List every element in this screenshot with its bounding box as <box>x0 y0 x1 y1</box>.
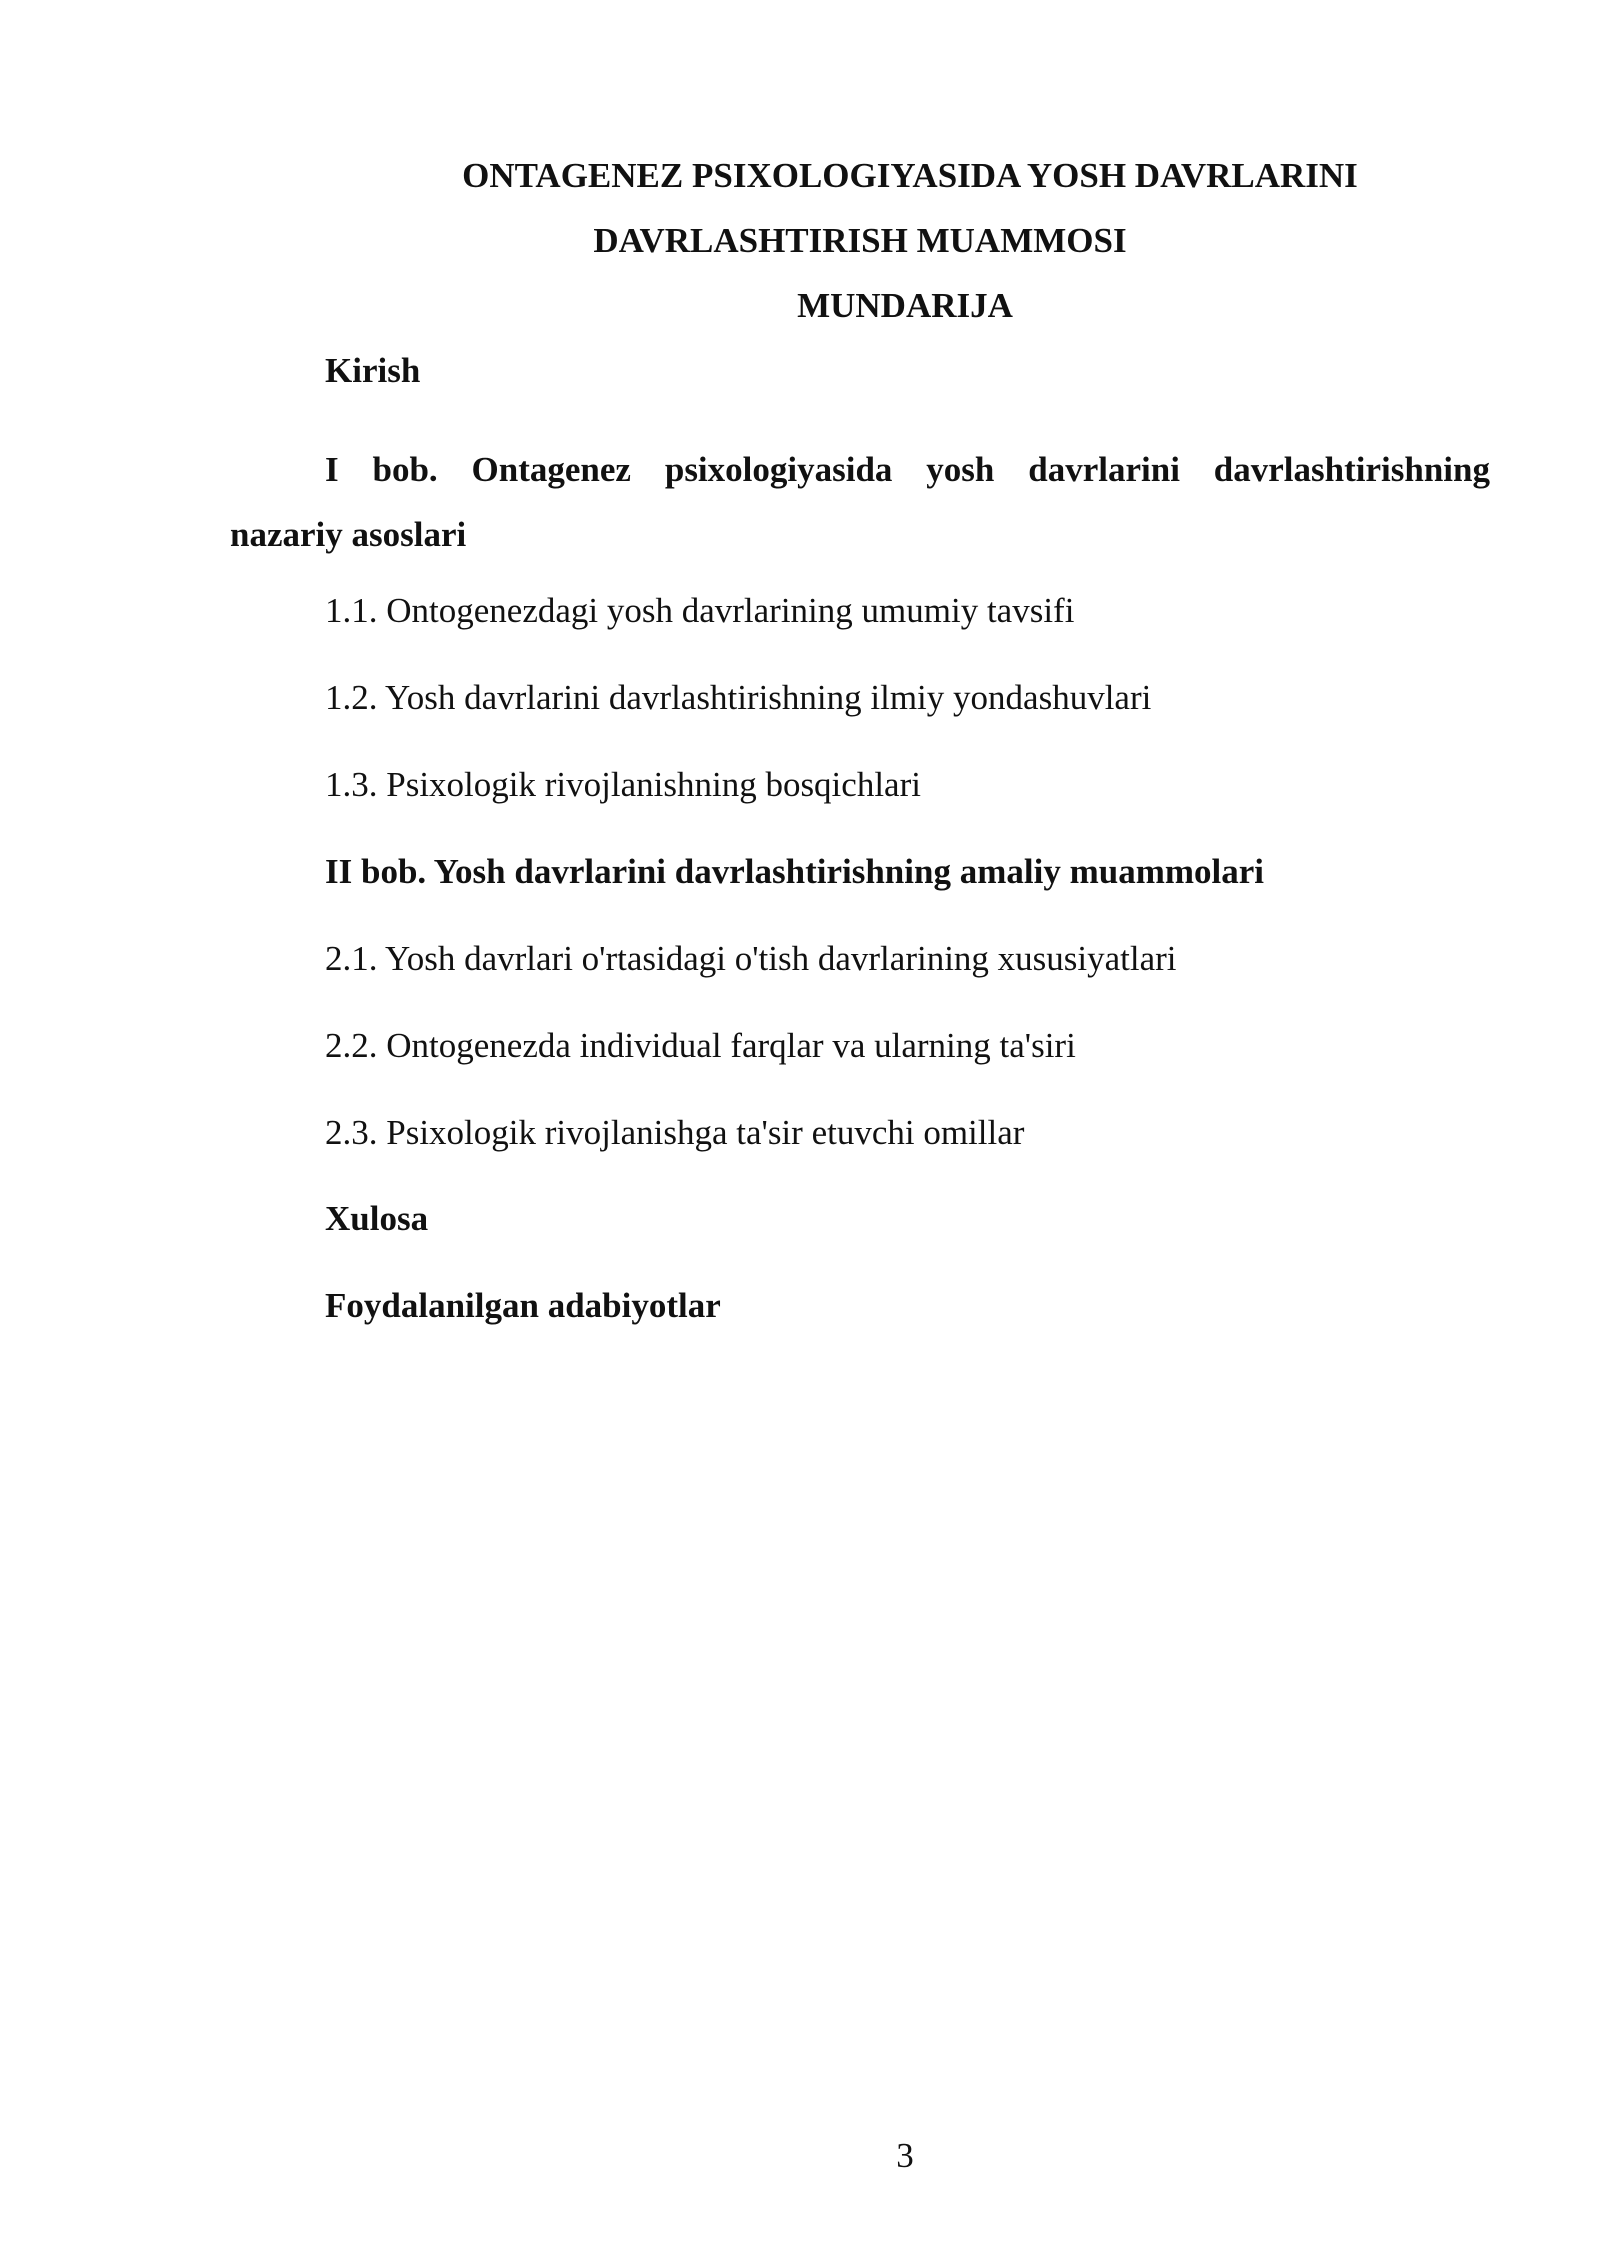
toc-chapter-2: II bob. Yosh davrlarini davrlashtirishning amaliy muammolari <box>325 852 1264 891</box>
toc-chapter-1-line-1: I bob. Ontagenez psixologiyasida yosh davrlarini davrlashtirishning <box>325 450 1490 489</box>
toc-item-1-3: 1.3. Psixologik rivojlanishning bosqichlari <box>325 765 921 804</box>
toc-item-2-1: 2.1. Yosh davrlari o'rtasidagi o'tish davrlarining xususiyatlari <box>325 939 1177 978</box>
toc-item-2-2: 2.2. Ontogenezda individual farqlar va ularning ta'siri <box>325 1026 1076 1065</box>
toc-item-conclusion: Xulosa <box>325 1199 429 1238</box>
toc-item-references: Foydalanilgan adabiyotlar <box>325 1286 721 1325</box>
document-title-line-2: DAVRLASHTIRISH MUAMMOSI <box>593 221 1127 260</box>
contents-heading: MUNDARIJA <box>797 286 1013 325</box>
toc-item-intro: Kirish <box>325 351 421 390</box>
toc-item-2-3: 2.3. Psixologik rivojlanishga ta'sir etuvchi omillar <box>325 1113 1025 1152</box>
toc-item-1-1: 1.1. Ontogenezdagi yosh davrlarining umumiy tavsifi <box>325 591 1075 630</box>
toc-chapter-1-line-2: nazariy asoslari <box>230 515 467 554</box>
page-number: 3 <box>896 2136 914 2175</box>
toc-item-1-2: 1.2. Yosh davrlarini davrlashtirishning ilmiy yondashuvlari <box>325 678 1152 717</box>
toc-chapter-1 <box>230 437 1490 567</box>
document-title-line-1: ONTAGENEZ PSIXOLOGIYASIDA YOSH DAVRLARINI <box>462 156 1358 195</box>
